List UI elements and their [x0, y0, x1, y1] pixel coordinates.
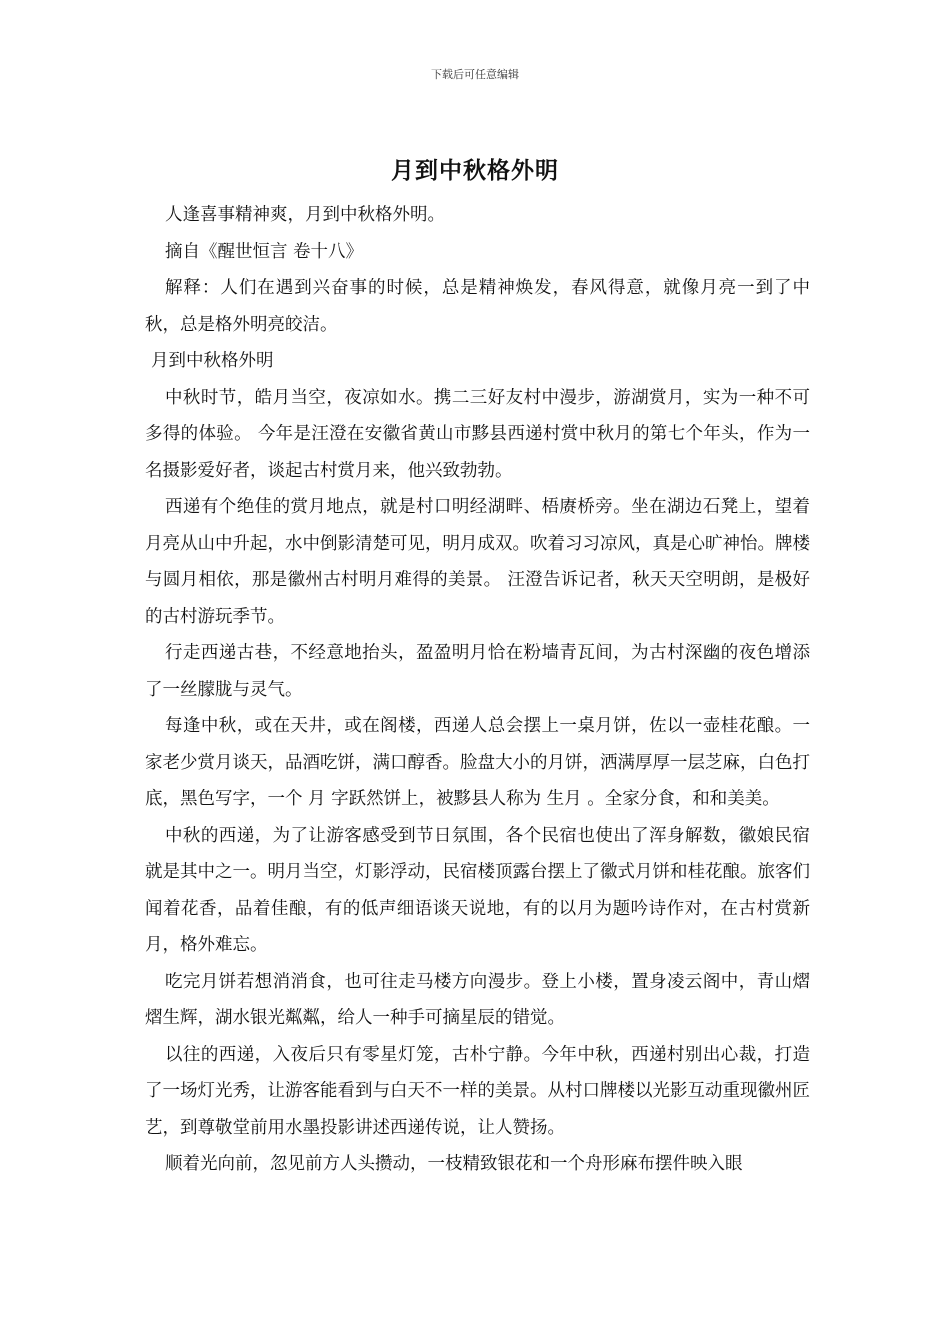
- paragraph: 每逢中秋，或在天井，或在阁楼，西递人总会摆上一桌月饼，佐以一壶桂花酿。一家老少赏月谈天，品酒吃饼，满口醇香。脸盘大小的月饼，洒满厚厚一层芝麻，白色打底，黑色写字，一个 月 字跃然饼上，被黟县人称为 生月 。全家分食，和和美美。: [145, 716, 810, 809]
- document-body: [145, 197, 810, 1183]
- page-header-note: 下载后可任意编辑: [431, 68, 519, 81]
- paragraph: 行走西递古巷，不经意地抬头，盈盈明月恰在粉墙青瓦间，为古村深幽的夜色增添了一丝朦胧与灵气。: [145, 643, 810, 700]
- paragraph: 西递有个绝佳的赏月地点，就是村口明经湖畔、梧赓桥旁。坐在湖边石凳上，望着月亮从山中升起，水中倒影清楚可见，明月成双。吹着习习凉风，真是心旷神怡。牌楼与圆月相依，那是徽州古村明月难得的美景。 汪澄告诉记者，秋天天空明朗，是极好的古村游玩季节。: [145, 497, 810, 627]
- document-title: 月到中秋格外明: [391, 157, 559, 184]
- paragraph: 中秋时节，皓月当空，夜凉如水。携二三好友村中漫步，游湖赏月，实为一种不可多得的体验。 今年是汪澄在安徽省黄山市黟县西递村赏中秋月的第七个年头，作为一名摄影爱好者，谈起古村赏月来，他兴致勃勃。: [145, 387, 810, 481]
- section-heading: 月到中秋格外明: [151, 351, 274, 371]
- paragraph: 以往的西递，入夜后只有零星灯笼，古朴宁静。今年中秋，西递村别出心裁，打造了一场灯光秀，让游客能看到与白天不一样的美景。从村口牌楼以光影互动重现徽州匠艺，到尊敬堂前用水墨投影讲述西递传说，让人赞扬。: [145, 1044, 810, 1138]
- paragraph: 吃完月饼若想消消食，也可往走马楼方向漫步。登上小楼，置身凌云阁中，青山熠熠生辉，湖水银光粼粼，给人一种手可摘星辰的错觉。: [145, 971, 810, 1028]
- paragraph-couplet: 人逢喜事精神爽，月到中秋格外明。: [165, 205, 445, 225]
- paragraph-explanation: 解释：人们在遇到兴奋事的时候，总是精神焕发，春风得意，就像月亮一到了中秋，总是格外明亮皎洁。: [145, 278, 810, 335]
- paragraph-source: 摘自《醒世恒言 卷十八》: [165, 241, 364, 262]
- paragraph: 顺着光向前，忽见前方人头攒动，一枝精致银花和一个舟形麻布摆件映入眼: [165, 1154, 743, 1174]
- paragraph: 中秋的西递，为了让游客感受到节日氛围，各个民宿也使出了浑身解数，徽娘民宿就是其中之一。明月当空，灯影浮动，民宿楼顶露台摆上了徽式月饼和桂花酿。旅客们闻着花香，品着佳酿，有的低声细语谈天说地，有的以月为题吟诗作对，在古村赏新月，格外难忘。: [145, 825, 810, 955]
